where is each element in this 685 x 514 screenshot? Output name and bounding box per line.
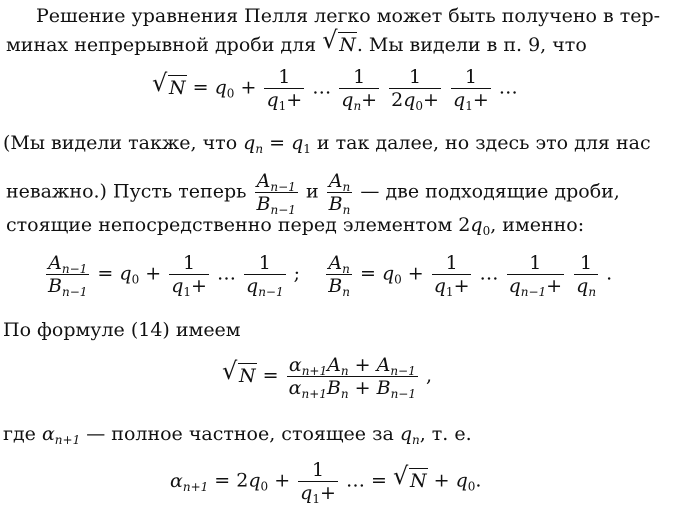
paragraph-2-line-1-post: и так далее, но здесь это для нас <box>310 132 651 154</box>
paragraph-1-line-1: Решение уравнения Пелля легко может быть получено в тер- <box>36 5 661 27</box>
paragraph-4-pre: где <box>3 423 42 445</box>
equation-alpha: $\alpha_{n+1} = 2q_0$ + $\frac{1}{q_1+}$ … = √ $N + q_0$. <box>170 459 482 506</box>
sqrt-n <box>222 356 257 388</box>
sqrt-radicand: N <box>169 76 186 99</box>
sqrt-radicand: N <box>339 34 356 56</box>
paragraph-2-line-1-pre: (Мы видели также, что <box>3 132 244 154</box>
fraction-term: $\frac{1}{q_1+}$ <box>453 66 489 113</box>
fraction-term: $\frac{1}{2q_0+}$ <box>391 66 439 113</box>
radical-sign: √ <box>152 68 168 97</box>
paragraph-4-mid: — полное частное, стоящее за <box>80 423 400 445</box>
sqrt-radicand: N <box>239 364 256 387</box>
equation-convergents: $\frac{A_{n-1}}{B_{n-1}}$ = $q_0$ + $\frac{1}{q_1+}$ … $\frac{1}{q_{n-1}}$ ; $\frac{A_n}{B_n}$ = $q_0$ + $\frac{1}{q_1+}$ … $\frac{1}{q_{n-1}+}$ $\frac{1}{q_n}$ . <box>48 252 613 299</box>
paragraph-1-line-2-pre: минах непрерывной дроби для <box>6 34 323 56</box>
equation-continued-fraction: √ $N = q_0$ + $\frac{1}{q_1+}$ … $\frac{1}{q_n+}$ $\frac{1}{2q_0+}$ $\frac{1}{q_1+}$ … <box>152 66 518 113</box>
paragraph-3: По формуле (14) имеем <box>3 319 241 341</box>
fraction-term: $\frac{1}{q_n+}$ <box>341 66 378 113</box>
fraction-a-n: $\frac{A_n}{B_n}$ <box>328 170 351 217</box>
paragraph-2-line-1: (Мы видели также, что $q_n = q_1$ и так далее, но здесь это для нас <box>3 132 651 156</box>
fraction-a-n-minus-1: $\frac{A_{n-1}}{B_{n-1}}$ <box>256 170 296 217</box>
paragraph-4-post: , т. е. <box>419 423 472 445</box>
paragraph-2-line-3-pre: стоящие непосредственно перед элементом 2 <box>6 214 471 236</box>
sqrt-radicand: N <box>409 469 427 492</box>
radical-sign: √ <box>392 461 409 490</box>
paragraph-2-line-2-post: — две подходящие дроби, <box>360 180 620 203</box>
radical-sign: √ <box>322 26 338 54</box>
sqrt-n <box>152 68 187 100</box>
paragraph-2-line-2-pre: неважно.) Пусть теперь <box>6 180 247 203</box>
radical-sign: √ <box>222 356 238 385</box>
paragraph-4: где $\alpha_{n+1}$ — полное частное, стоящее за $q_n$, т. е. <box>3 423 472 447</box>
paragraph-1-line-2 <box>6 26 587 57</box>
sqrt-n <box>392 461 428 493</box>
paragraph-2-line-3-post: , именно: <box>490 214 585 236</box>
equation-sqrt-n-formula: √ N = $\frac{\alpha_{n+1}A_n + A_{n-1}}{\alpha_{n+1}B_n + B_{n-1}}$ , <box>222 354 433 401</box>
sqrt-n-inline <box>322 26 357 57</box>
paragraph-2-line-3: стоящие непосредственно перед элементом $2q_0$, именно: <box>6 214 585 238</box>
conjunction-and: и <box>305 180 319 203</box>
fraction-term: $\frac{1}{q_1+}$ <box>266 66 303 113</box>
paragraph-1-line-2-post: . Мы видели в п. 9, что <box>356 34 587 56</box>
paragraph-2-line-2 <box>6 170 620 215</box>
equals-sign: = <box>263 132 292 154</box>
